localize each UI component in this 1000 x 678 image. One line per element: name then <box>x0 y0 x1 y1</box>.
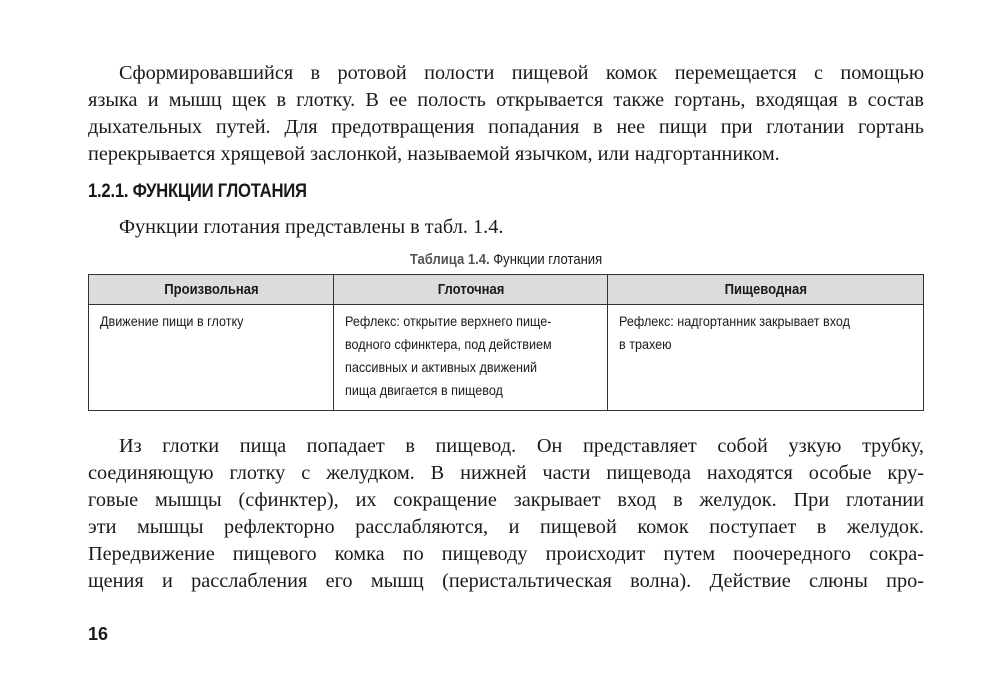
section-heading: 1.2.1. ФУНКЦИИ ГЛОТАНИЯ <box>88 181 307 202</box>
text-line: соединяющую глотку с желудком. В нижней части пищевода находятся особые кру- <box>88 462 924 484</box>
text-line: говые мышцы (сфинктер), их сокращение закрывает вход в желудок. При глотании <box>88 489 924 511</box>
page-number: 16 <box>88 624 109 644</box>
table-caption <box>130 249 882 271</box>
cell-text-line: Рефлекс: открытие верхнего пище- <box>344 313 552 329</box>
table-header-row <box>89 275 924 305</box>
text-line: Передвижение пищевого комка по пищеводу происходит путем поочередного сокра- <box>88 543 924 565</box>
paragraph-esophagus <box>88 433 924 595</box>
text-line: щения и расслабления его мышц (перистальтическая волна). Действие слюны про- <box>88 570 924 592</box>
table-caption-title: Функции глотания <box>493 252 603 268</box>
paragraph-intro <box>88 60 924 168</box>
text-line: дыхательных путей. Для предотвращения попадания в нее пищи при глотании гортань <box>88 116 924 138</box>
page-content <box>88 60 924 595</box>
text-line: Из глотки пища попадает в пищевод. Он представляет собой узкую трубку, <box>119 435 924 457</box>
table-cell-esophageal <box>608 305 924 411</box>
table-header-cell: Глоточная <box>333 275 607 305</box>
table-header-cell: Пищеводная <box>608 275 924 305</box>
cell-text-line: пища двигается в пищевод <box>344 382 503 398</box>
table-cell-pharyngeal <box>333 305 607 411</box>
paragraph-table-reference: Функции глотания представлены в табл. 1.4. <box>119 216 504 238</box>
swallowing-functions-table <box>88 274 924 411</box>
table-row <box>89 305 924 411</box>
text-line: перекрывается хрящевой заслонкой, называемой язычком, или надгортанником. <box>88 143 780 165</box>
text-line: эти мышцы рефлекторно расслабляются, и пищевой комок поступает в желудок. <box>88 516 924 538</box>
text-line: Сформировавшийся в ротовой полости пищевой комок перемещается с помощью <box>119 62 924 84</box>
cell-text-line: Рефлекс: надгортанник закрывает вход <box>619 313 851 329</box>
table-header-cell: Произвольная <box>89 275 334 305</box>
table-caption-label: Таблица 1.4. <box>409 252 490 268</box>
cell-text-line: пассивных и активных движений <box>344 359 538 375</box>
cell-text-line: Движение пищи в глотку <box>100 313 244 329</box>
text-line: языка и мышц щек в глотку. В ее полость открывается также гортань, входящая в состав <box>88 89 924 111</box>
table-cell-voluntary <box>89 305 334 411</box>
cell-text-line: в трахею <box>619 336 672 352</box>
cell-text-line: водного сфинктера, под действием <box>344 336 552 352</box>
